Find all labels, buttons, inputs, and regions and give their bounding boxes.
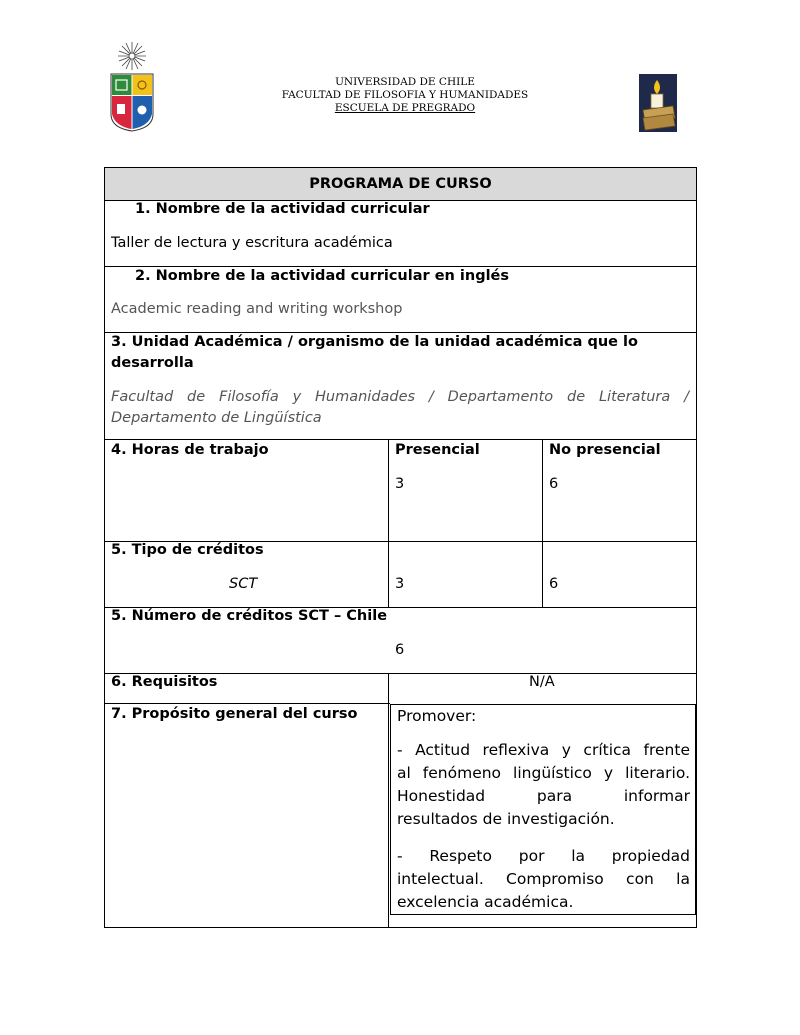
faculty-name: FACULTAD DE FILOSOFIA Y HUMANIDADES [281, 89, 529, 101]
credit-type-value: SCT [229, 576, 258, 592]
section-1-value: Taller de lectura y escritura académica [111, 235, 393, 251]
no-presencial-credits-value: 6 [549, 576, 559, 592]
universidad-de-chile-logo [107, 40, 157, 132]
section-2-number: 2. [135, 268, 151, 284]
sct-credits-value: 6 [395, 642, 405, 658]
section-1-number: 1. [135, 201, 151, 217]
section-4-heading: 4. Horas de trabajo [111, 442, 269, 458]
purpose-p1-line3: Honestidad para informar [397, 787, 690, 805]
section-5-heading: 5. Tipo de créditos [111, 542, 264, 558]
school-name: ESCUELA DE PREGRADO [334, 102, 476, 114]
presencial-credits-value: 3 [395, 576, 405, 592]
section-2-value: Academic reading and writing workshop [111, 301, 403, 317]
sct-credits-heading: 5. Número de créditos SCT – Chile [111, 608, 388, 624]
purpose-p1-line4: resultados de investigación. [397, 810, 615, 828]
section-3-heading-line2: desarrolla [111, 355, 194, 371]
section-2-heading [135, 266, 509, 287]
purpose-p1-line2: al fenómeno lingüístico y literario. [397, 764, 690, 782]
section-3-value-line2: Departamento de Lingüística [111, 410, 322, 426]
no-presencial-label: No presencial [549, 442, 661, 458]
purpose-p2-line1: - Respeto por la propiedad [397, 847, 690, 865]
purpose-heading: 7. Propósito general del curso [111, 706, 358, 722]
faculty-emblem-logo [637, 72, 679, 134]
institution-header [250, 76, 560, 115]
purpose-box [390, 704, 696, 915]
section-1-heading-text: Nombre de la actividad curricular [155, 201, 430, 217]
section-3-value-line1: Facultad de Filosofía y Humanidades / Departamento de Literatura / [111, 389, 689, 405]
section-1-heading [135, 199, 430, 220]
purpose-intro: Promover: [397, 707, 477, 725]
program-title: PROGRAMA DE CURSO [105, 168, 696, 200]
purpose-p1-line1: - Actitud reflexiva y crítica frente [397, 741, 690, 759]
purpose-p2-line2: intelectual. Compromiso con la [397, 870, 690, 888]
presencial-hours-value: 3 [395, 476, 405, 492]
purpose-p2-line3: excelencia académica. [397, 893, 574, 911]
presencial-label: Presencial [395, 442, 480, 458]
university-name: UNIVERSIDAD DE CHILE [335, 76, 475, 88]
section-3-heading-line1: 3. Unidad Académica / organismo de la unidad académica que lo [111, 334, 638, 350]
section-2-heading-text: Nombre de la actividad curricular en inglés [155, 268, 510, 284]
requirements-heading: 6. Requisitos [111, 674, 218, 690]
requirements-value: N/A [529, 674, 555, 690]
no-presencial-hours-value: 6 [549, 476, 559, 492]
course-program-table [104, 167, 697, 928]
